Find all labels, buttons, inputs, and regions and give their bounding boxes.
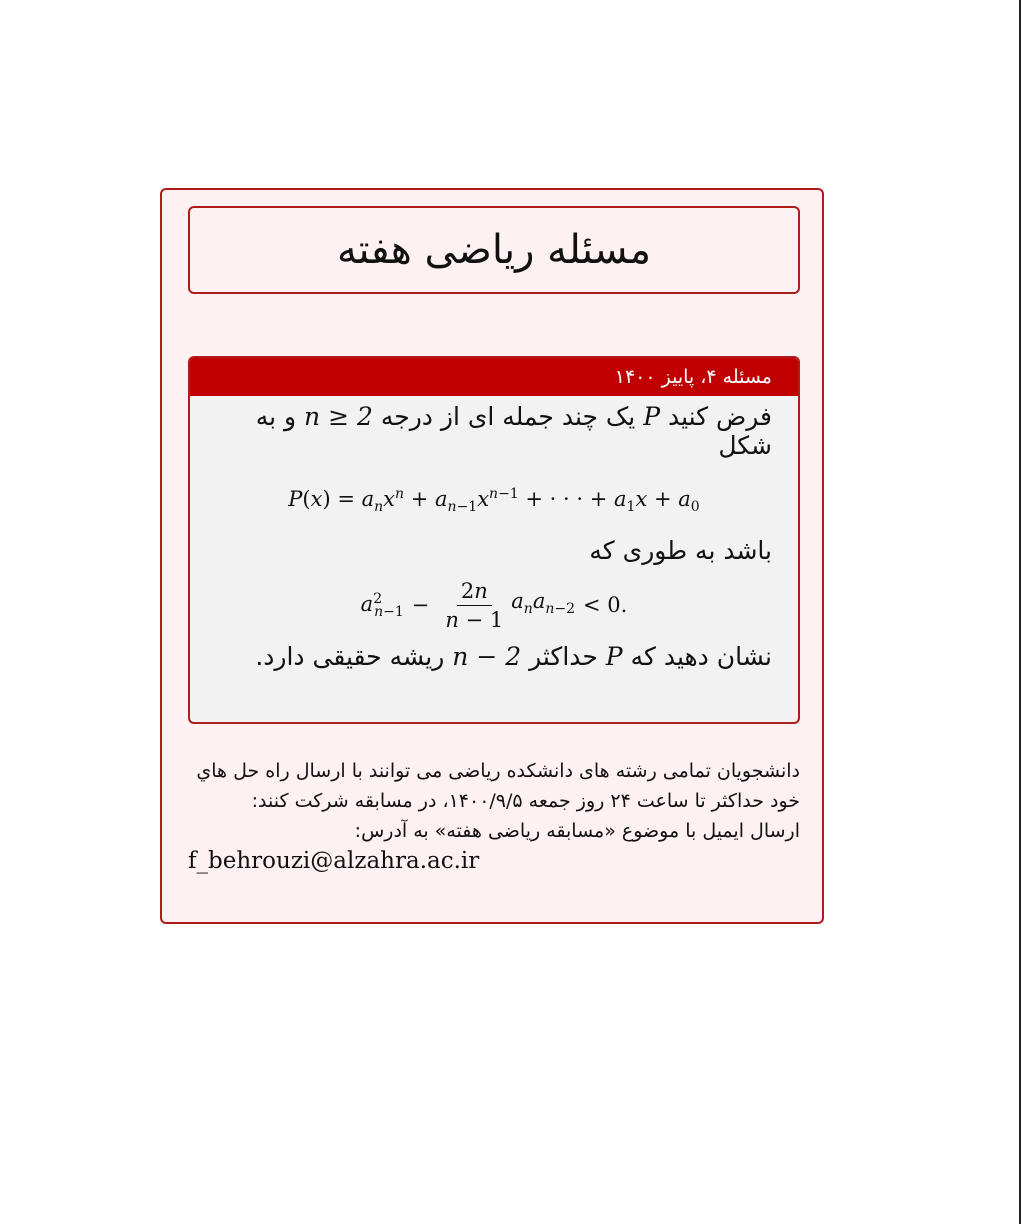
problem-header: مسئله ۴، پاییز ۱۴۰۰	[190, 358, 798, 396]
title-box	[188, 206, 800, 294]
intro-text-2: یک چند جمله ای از درجه	[380, 402, 636, 431]
conclusion-text-2: حداکثر	[529, 642, 598, 672]
page-title: مسئله ریاضی هفته	[336, 227, 652, 273]
problem-conclusion	[216, 642, 772, 671]
degree-condition: n ≥ 2	[304, 402, 373, 431]
problem-intro	[216, 402, 772, 460]
conclusion-text-1: نشان دهید که	[630, 642, 772, 672]
conclusion-variable: P	[605, 642, 623, 672]
submission-info	[188, 756, 800, 876]
root-count-expression: n − 2	[452, 642, 522, 672]
email-address[interactable]: f_behrouzi@alzahra.ac.ir	[188, 848, 480, 874]
intro-text-3: و به شکل	[255, 402, 772, 460]
inequality-equation: $a^2_{n-1}$ − $\frac{2n}{n - 1}$ $a_na_{n-2}$ < 0.	[360, 579, 628, 633]
page-edge-line	[1019, 0, 1021, 1224]
intro-text-1: فرض کنید	[667, 402, 772, 431]
problem-box	[188, 356, 800, 724]
email-instruction: ارسال ایمیل با موضوع «مسابقه ریاضی هفته» به آدرس:	[354, 820, 800, 842]
submission-paragraph: دانشجویان تمامی رشته های دانشکده ریاضی می توانند با ارسال راه حل هاي خود حداکثر تا ساعت ۲۴ روز جمعه ۱۴۰۰/۹/۵، در مسابقه شرکت کنند:	[196, 760, 800, 812]
polynomial-equation: $P(x) = a_nx^n + a_{n-1}x^{n-1}$ + · · · + $a_1x + a_0$	[288, 486, 700, 516]
announcement-box	[160, 188, 824, 924]
conclusion-text-3: ریشه حقیقی دارد.	[255, 642, 445, 672]
problem-body	[190, 396, 798, 671]
polynomial-variable: P	[643, 402, 661, 431]
problem-middle-text: باشد به طوری که	[589, 536, 772, 566]
